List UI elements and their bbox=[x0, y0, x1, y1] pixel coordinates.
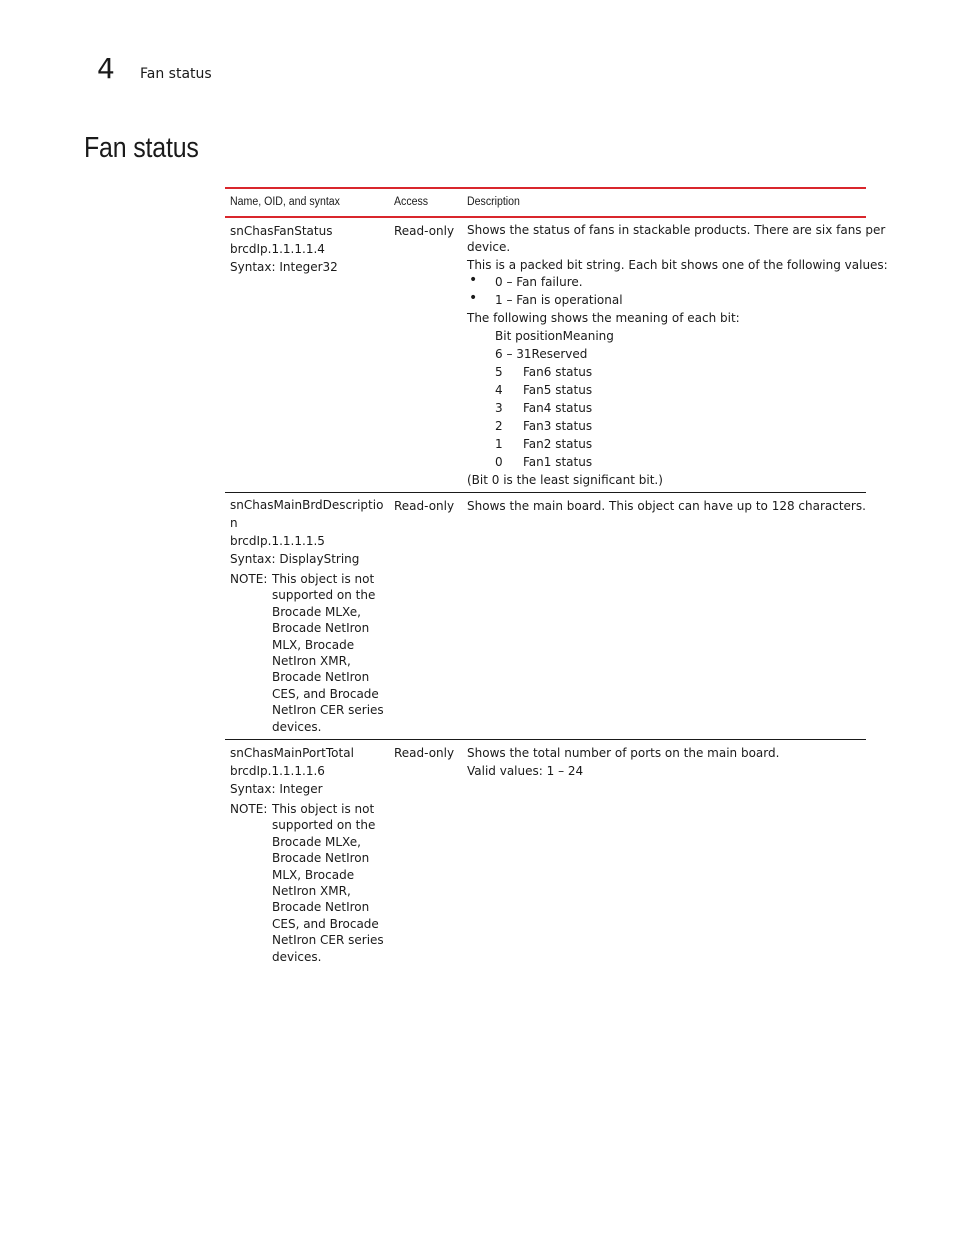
bit-row bbox=[467, 435, 863, 453]
bit-meaning: Fan4 status bbox=[523, 401, 593, 415]
bit-reserved-row: 6 – 31Reserved bbox=[495, 347, 588, 361]
bit-meaning: Fan6 status bbox=[523, 365, 593, 379]
mib-table bbox=[225, 187, 888, 970]
description-text: The following shows the meaning of each bit: bbox=[467, 311, 740, 325]
description-text: device. bbox=[467, 240, 511, 254]
object-oid: brcdIp.1.1.1.1.6 bbox=[230, 764, 325, 778]
note-block bbox=[230, 801, 385, 965]
table-row bbox=[225, 493, 866, 740]
description-text: Shows the total number of ports on the main board. bbox=[467, 746, 780, 760]
bit-position: 0 bbox=[495, 455, 503, 469]
bit-row bbox=[467, 363, 863, 381]
bullet-icon: • bbox=[469, 290, 478, 306]
bit-position: 2 bbox=[495, 419, 503, 433]
column-header-description: Description bbox=[467, 196, 520, 208]
bullet-text: 0 – Fan failure. bbox=[495, 275, 583, 289]
bit-table-header: Bit positionMeaning bbox=[495, 329, 614, 343]
note-text: This object is not supported on the Brocade MLXe, Brocade NetIron MLX, Brocade NetIron XMR, Brocade NetIron CES, and Brocade NetIron CER series devices. bbox=[272, 802, 384, 964]
bit-row bbox=[467, 453, 863, 471]
object-name-cell bbox=[230, 497, 385, 735]
table-row bbox=[225, 218, 888, 493]
bit-position: 5 bbox=[495, 365, 503, 379]
table-header bbox=[225, 187, 866, 218]
bit-meaning: Fan3 status bbox=[523, 419, 593, 433]
object-name-continued: n bbox=[230, 516, 238, 530]
object-syntax: Syntax: Integer bbox=[230, 782, 323, 796]
object-oid: brcdIp.1.1.1.1.4 bbox=[230, 242, 325, 256]
chapter-number: 4 bbox=[97, 52, 115, 85]
description-cell bbox=[467, 222, 888, 489]
bullet-text: 1 – Fan is operational bbox=[495, 293, 623, 307]
object-name-cell bbox=[230, 744, 385, 965]
bullet-item bbox=[467, 274, 863, 291]
column-header-name: Name, OID, and syntax bbox=[230, 196, 340, 208]
bit-meaning: Fan1 status bbox=[523, 455, 593, 469]
description-text: Shows the status of fans in stackable products. There are six fans per bbox=[467, 223, 886, 237]
object-syntax: Syntax: DisplayString bbox=[230, 552, 360, 566]
bit-position: 1 bbox=[495, 437, 503, 451]
column-header-access: Access bbox=[394, 196, 429, 208]
access-value: Read-only bbox=[394, 746, 455, 760]
object-name: snChasMainPortTotal bbox=[230, 746, 354, 760]
bit-row bbox=[467, 417, 863, 435]
bit-position: 3 bbox=[495, 401, 503, 415]
valid-values-text: Valid values: 1 – 24 bbox=[467, 764, 584, 778]
table-row bbox=[225, 740, 866, 970]
note-label: NOTE: bbox=[230, 802, 268, 816]
footnote-text: (Bit 0 is the least significant bit.) bbox=[467, 473, 663, 487]
description-text: Shows the main board. This object can have up to 128 characters. bbox=[467, 499, 866, 513]
note-label: NOTE: bbox=[230, 572, 268, 586]
bit-meaning: Fan2 status bbox=[523, 437, 593, 451]
object-name: snChasFanStatus bbox=[230, 224, 333, 238]
page-title: Fan status bbox=[84, 132, 199, 164]
bit-position: 4 bbox=[495, 383, 503, 397]
access-value: Read-only bbox=[394, 224, 455, 238]
running-header-title: Fan status bbox=[140, 66, 212, 82]
object-oid: brcdIp.1.1.1.1.5 bbox=[230, 534, 325, 548]
access-value: Read-only bbox=[394, 499, 455, 513]
bullet-item bbox=[467, 291, 863, 309]
note-block bbox=[230, 571, 385, 735]
bullet-icon: • bbox=[469, 272, 478, 288]
bit-row bbox=[467, 399, 863, 417]
object-syntax: Syntax: Integer32 bbox=[230, 260, 338, 274]
bit-meaning: Fan5 status bbox=[523, 383, 593, 397]
object-name: snChasMainBrdDescriptio bbox=[230, 498, 384, 512]
object-name-cell bbox=[230, 222, 385, 276]
note-text: This object is not supported on the Brocade MLXe, Brocade NetIron MLX, Brocade NetIron XMR, Brocade NetIron CES, and Brocade NetIron CER series devices. bbox=[272, 572, 384, 734]
bit-row bbox=[467, 381, 863, 399]
description-text: This is a packed bit string. Each bit shows one of the following values: bbox=[467, 258, 888, 272]
